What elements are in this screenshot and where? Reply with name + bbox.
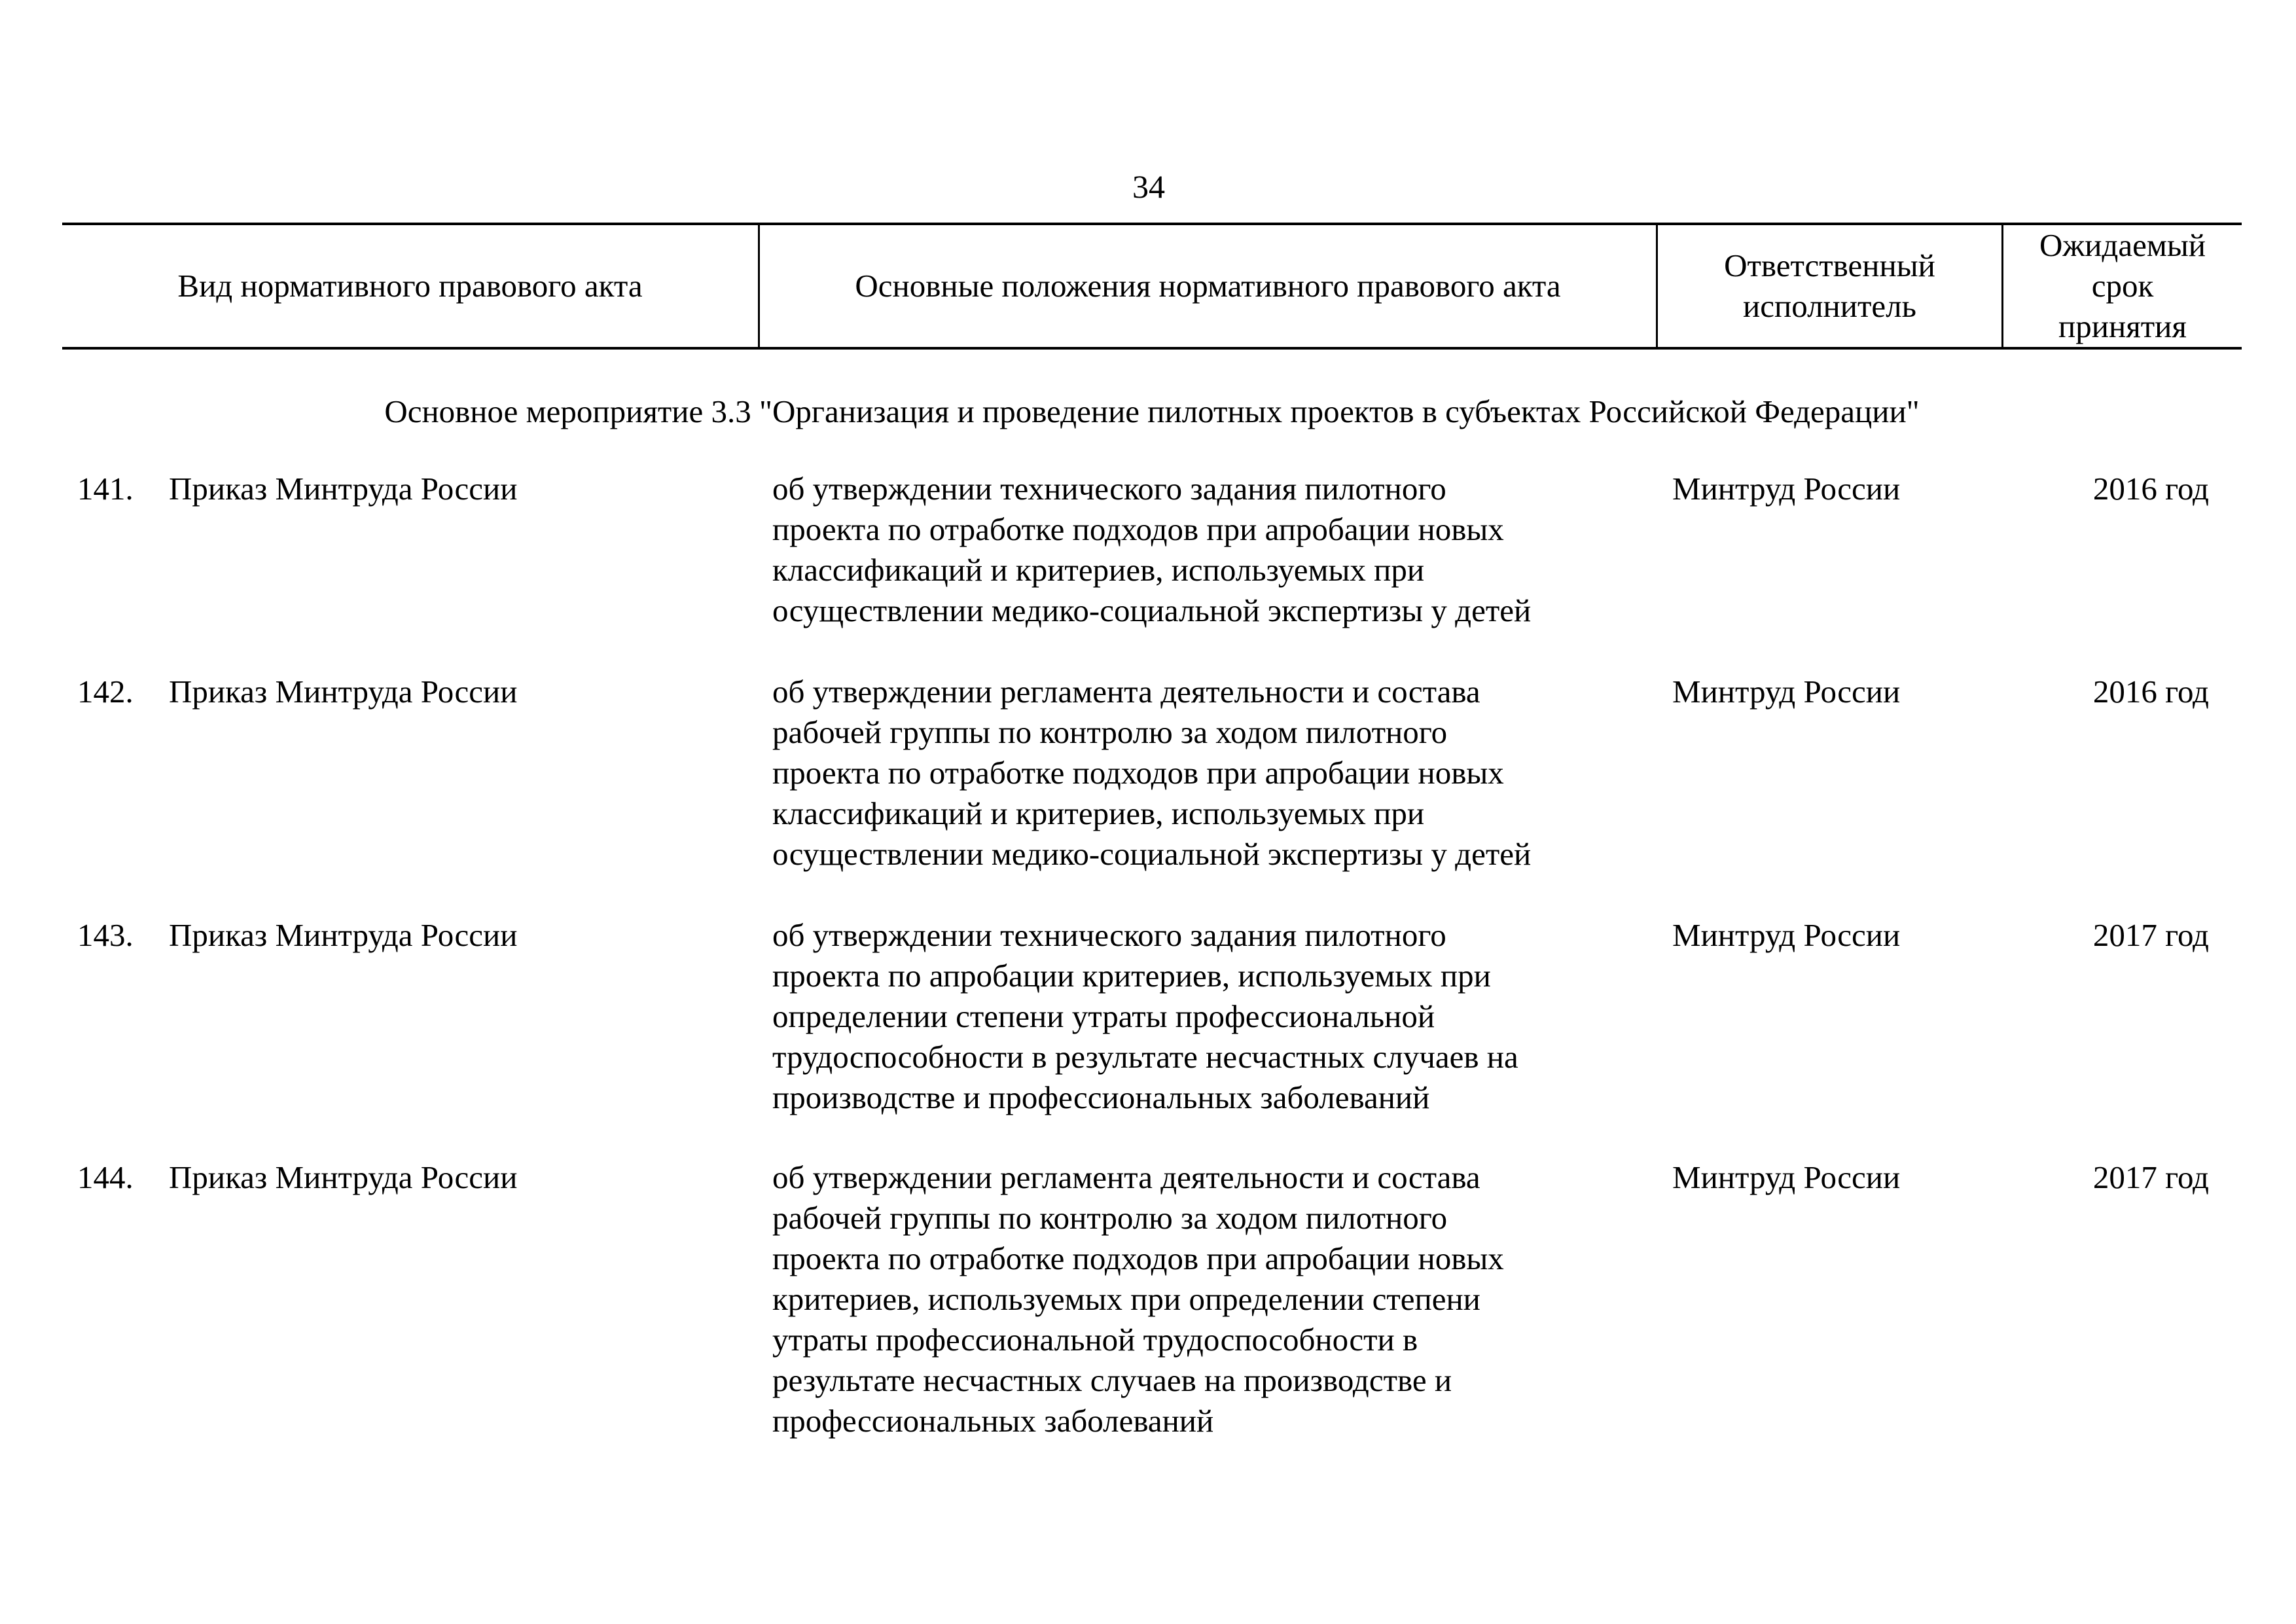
row-responsible: Минтруд России: [1672, 1159, 1901, 1195]
description-line: определении степени утраты профессиональной: [772, 998, 1435, 1034]
row-number: 141.: [77, 471, 134, 507]
row-responsible: Минтруд России: [1672, 674, 1901, 710]
description-line: производстве и профессиональных заболеваний: [772, 1079, 1430, 1115]
section-title: Основное мероприятие 3.3 "Организация и проведение пилотных проектов в субъектах Российской Федерации": [384, 393, 1920, 429]
description-line: утраты профессиональной трудоспособности в: [772, 1322, 1418, 1358]
description-line: проекта по отработке подходов при апробации новых: [772, 755, 1504, 791]
header-responsible: [1658, 225, 2001, 347]
description-line: об утверждении технического задания пилотного: [772, 917, 1446, 953]
row-act-type: Приказ Минтруда России: [169, 917, 518, 953]
description-line: классификаций и критериев, используемых при: [772, 552, 1425, 588]
description-line: рабочей группы по контролю за ходом пилотного: [772, 1200, 1448, 1236]
description-line: проекта по отработке подходов при апробации новых: [772, 1240, 1504, 1276]
description-line: проекта по апробации критериев, используемых при: [772, 958, 1491, 994]
header-term-line: принятия: [2058, 308, 2187, 344]
table-header-bottom-rule: [62, 347, 2242, 350]
row-description: [772, 1157, 1643, 1441]
header-act-type: [62, 225, 758, 347]
row-number: 143.: [77, 917, 134, 953]
description-line: об утверждении технического задания пилотного: [772, 471, 1446, 507]
row-act-type: Приказ Минтруда России: [169, 471, 518, 507]
header-provisions-label: Основные положения нормативного правового акта: [855, 268, 1561, 304]
row-term: 2016 год: [2092, 674, 2209, 710]
row-responsible: Минтруд России: [1672, 917, 1901, 953]
header-responsible-line: Ответственный: [1724, 247, 1935, 283]
description-line: профессиональных заболеваний: [772, 1403, 1214, 1439]
row-number: 144.: [77, 1159, 134, 1195]
page-number: 34: [1132, 168, 1165, 205]
row-description: [772, 672, 1643, 875]
row-description: [772, 469, 1643, 631]
description-line: об утверждении регламента деятельности и состава: [772, 674, 1480, 710]
row-number: 142.: [77, 674, 134, 710]
description-line: об утверждении регламента деятельности и состава: [772, 1159, 1480, 1195]
header-provisions: [760, 225, 1656, 347]
header-responsible-line: исполнитель: [1743, 288, 1916, 324]
row-description: [772, 915, 1643, 1118]
header-act-type-label: Вид нормативного правового акта: [177, 268, 643, 304]
description-line: результате несчастных случаев на производстве и: [772, 1362, 1452, 1398]
row-term: 2017 год: [2092, 917, 2209, 953]
row-term: 2016 год: [2092, 471, 2209, 507]
description-line: осуществлении медико-социальной экспертизы у детей: [772, 836, 1532, 872]
description-line: критериев, используемых при определении степени: [772, 1281, 1480, 1317]
header-term-line: срок: [2091, 268, 2154, 304]
description-line: трудоспособности в результате несчастных случаев на: [772, 1039, 1518, 1075]
description-line: проекта по отработке подходов при апробации новых: [772, 511, 1504, 547]
description-line: осуществлении медико-социальной экспертизы у детей: [772, 592, 1532, 628]
row-act-type: Приказ Минтруда России: [169, 1159, 518, 1195]
row-act-type: Приказ Минтруда России: [169, 674, 518, 710]
row-term: 2017 год: [2092, 1159, 2209, 1195]
header-term: [2003, 225, 2242, 347]
description-line: рабочей группы по контролю за ходом пилотного: [772, 714, 1448, 750]
header-term-line: Ожидаемый: [2039, 227, 2206, 263]
row-responsible: Минтруд России: [1672, 471, 1901, 507]
description-line: классификаций и критериев, используемых при: [772, 795, 1425, 831]
